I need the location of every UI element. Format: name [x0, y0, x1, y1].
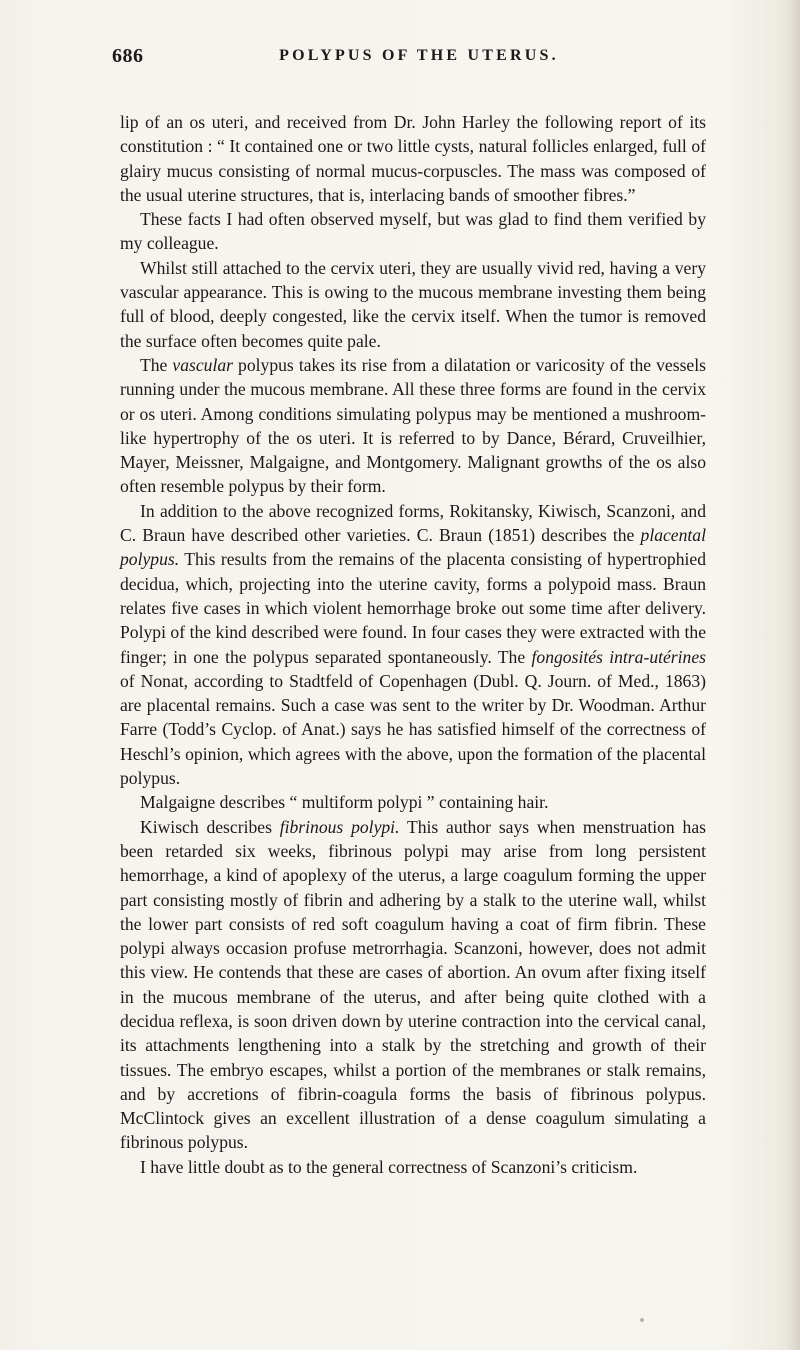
text-run: Whilst still attached to the cervix uteri, they are usually vivid red, having a very vascular appearance. This is owing to the mucous membrane investing them being full of blood, deeply congested, like the cervix itself. When the tumor is removed the surface often becomes quite pale.: [120, 257, 706, 351]
page-number: 686: [112, 45, 144, 67]
page-edge-shadow: [786, 0, 800, 1350]
paragraph: [120, 207, 706, 256]
paragraph: [120, 815, 706, 1155]
body-text: [120, 110, 706, 1179]
text-run: I have little doubt as to the general correctness of Scanzoni’s criticism.: [140, 1156, 638, 1177]
paragraph: [120, 499, 706, 791]
paragraph: [120, 353, 706, 499]
paragraph: [120, 790, 706, 814]
italic-text: vascular: [172, 354, 233, 375]
italic-text: fongosités intra-utérines: [531, 646, 706, 667]
text-run: In addition to the above recognized forms, Rokitansky, Kiwisch, Scanzoni, and C. Braun have described other varieties. C. Braun (1851) describes the: [120, 500, 706, 546]
italic-text: placental polypus.: [120, 525, 706, 570]
text-run: These facts I had often observed myself, but was glad to find them verified by my colleague.: [120, 209, 706, 254]
page-speck: [640, 1318, 644, 1322]
text-run: of Nonat, according to Stadtfeld of Copenhagen (Dubl. Q. Journ. of Med., 1863) are placental remains. Such a case was sent to the writer by Dr. Woodman. Arthur Farre (Todd’s Cyclop. of Anat.) says he has satisfied himself of the correctness of Heschl’s opinion, which agrees with the above, upon the formation of the placental polypus.: [120, 670, 706, 789]
text-run: Malgaigne describes “ multiform polypi ” containing hair.: [140, 792, 549, 813]
page-header: [112, 45, 702, 77]
paragraph: [120, 256, 706, 353]
paragraph: [120, 1155, 706, 1179]
text-run: Kiwisch describes: [140, 816, 280, 837]
text-run: This author says when menstruation has been retarded six weeks, fibrinous polypi may arise from long persistent hemorrhage, a kind of apoplexy of the uterus, a large coagulum forming the upper part consisting mostly of fibrin and adhering by a stalk to the uterine wall, whilst the lower part consists of red soft coagulum having a coat of firm fibrin. These polypi always occasion profuse metrorrhagia. Scanzoni, however, does not admit this view. He contends that these are cases of abortion. An ovum after fixing itself in the mucous membrane of the uterus, and after being quite clothed with a decidua reflexa, is soon driven down by uterine contraction into the cervical canal, its attachments lengthening into a stalk by the stretching and growth of their tissues. The embryo escapes, whilst a portion of the membranes or stalk remains, and by accretions of fibrin-coagula forms the basis of fibrinous polypus. McClintock gives an excellent illustration of a dense coagulum simulating a fibrinous polypus.: [120, 816, 706, 1153]
text-run: lip of an os uteri, and received from Dr. John Harley the following report of its constitution : “ It contained one or two little cysts, natural follicles enlarged, full of glairy mucus consisting of normal mucus-corpuscles. The mass was composed of the usual uterine structures, that is, interlacing bands of smoother fibres.”: [120, 112, 706, 205]
text-run: This results from the remains of the placenta consisting of hypertrophied decidua, which, projecting into the uterine cavity, forms a polypoid mass. Braun relates five cases in which violent hemorrhage broke out some time after delivery. Polypi of the kind described were found. In four cases they were extracted with the finger; in one the polypus separated spontaneously. The: [120, 549, 706, 667]
paragraph: [120, 110, 706, 207]
text-run: The: [140, 354, 173, 375]
italic-text: fibrinous polypi.: [279, 816, 400, 837]
text-run: polypus takes its rise from a dilatation or varicosity of the vessels running under the mucous membrane. All these three forms are found in the cervix or os uteri. Among conditions simulating polypus may be mentioned a mushroom-like hypertrophy of the os uteri. It is referred to by Dance, Bérard, Cruveilhier, Mayer, Meissner, Malgaigne, and Montgomery. Malignant growths of the os also often resemble polypus by their form.: [120, 354, 706, 497]
running-head: POLYPUS OF THE UTERUS.: [279, 47, 559, 64]
